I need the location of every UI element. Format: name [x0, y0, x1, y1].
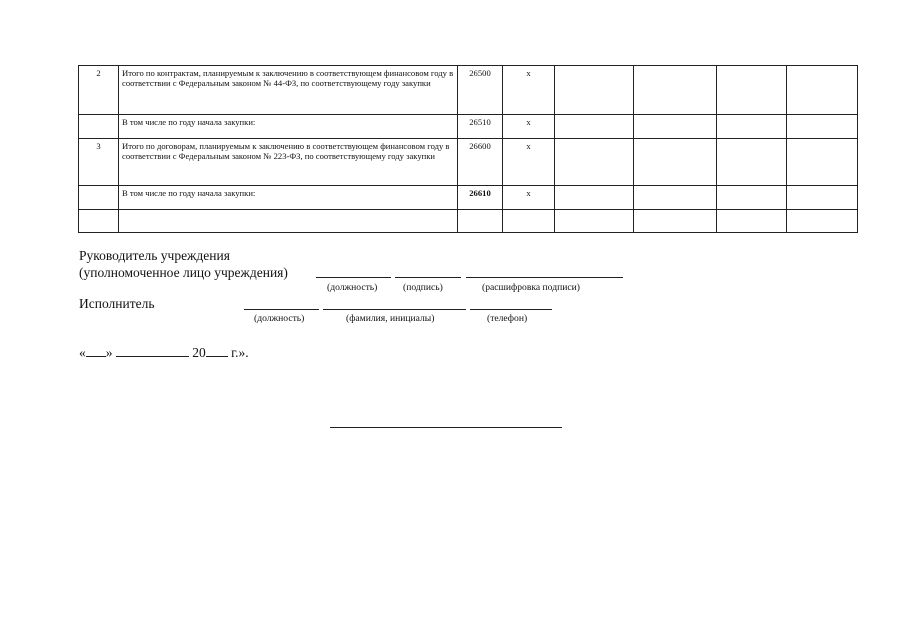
table-cell	[717, 186, 787, 210]
table-cell	[634, 139, 717, 186]
row-code: 26510	[458, 115, 503, 139]
row-description: Итого по договорам, планируемым к заключению в соответствующем финансовом году в соответствии с Федеральным законом № 223-ФЗ, по соответствующему году закупки	[119, 139, 458, 186]
head-title-line1: Руководитель учреждения	[79, 248, 230, 263]
table-cell	[787, 115, 858, 139]
head-caption-signature: (подпись)	[403, 282, 443, 293]
table-cell	[717, 66, 787, 115]
row-number: 3	[79, 139, 119, 186]
row-number	[79, 115, 119, 139]
table-cell	[555, 210, 634, 233]
table-cell	[787, 210, 858, 233]
executor-position-line	[244, 309, 319, 310]
table-cell	[787, 66, 858, 115]
date-open-quote: «	[79, 345, 86, 360]
head-decode-line	[466, 277, 623, 278]
executor-label: Исполнитель	[79, 296, 155, 311]
executor-caption-phone: (телефон)	[487, 313, 528, 324]
row-code: 26500	[458, 66, 503, 115]
table-cell	[787, 139, 858, 186]
table-cell	[555, 66, 634, 115]
table-row-empty	[79, 210, 858, 233]
date-month-blank	[116, 346, 189, 357]
row-number: 2	[79, 66, 119, 115]
table-cell	[634, 210, 717, 233]
table-cell	[458, 210, 503, 233]
date-day-blank	[86, 346, 106, 357]
table-row	[79, 66, 858, 115]
table-row	[79, 186, 858, 210]
row-code: 26600	[458, 139, 503, 186]
row-mark: x	[503, 115, 555, 139]
report-table	[78, 65, 858, 233]
date-year-blank	[206, 346, 228, 357]
head-caption-decode: (расшифровка подписи)	[482, 282, 580, 293]
executor-caption-position: (должность)	[254, 313, 305, 324]
table-cell	[634, 66, 717, 115]
table-cell	[555, 115, 634, 139]
executor-caption-name: (фамилия, инициалы)	[346, 313, 435, 324]
row-number	[79, 186, 119, 210]
table-row	[79, 139, 858, 186]
table-cell	[503, 210, 555, 233]
table-cell	[79, 210, 119, 233]
table-cell	[717, 115, 787, 139]
head-caption-position: (должность)	[327, 282, 378, 293]
head-signature-line	[395, 277, 461, 278]
date-close-quote: »	[105, 345, 113, 360]
bottom-separator-line	[330, 427, 562, 428]
table-cell	[717, 210, 787, 233]
row-description: В том числе по году начала закупки:	[119, 115, 458, 139]
row-description: В том числе по году начала закупки:	[119, 186, 458, 210]
date-year-prefix: 20	[192, 345, 206, 360]
table-cell	[555, 139, 634, 186]
table-cell	[717, 139, 787, 186]
executor-phone-line	[470, 309, 552, 310]
table-cell	[634, 115, 717, 139]
row-mark: x	[503, 139, 555, 186]
table-cell	[634, 186, 717, 210]
row-code: 26610	[458, 186, 503, 210]
table-cell	[119, 210, 458, 233]
table-cell	[555, 186, 634, 210]
date-suffix: г.».	[231, 345, 249, 360]
head-position-line	[316, 277, 391, 278]
date-line	[79, 345, 249, 361]
row-description: Итого по контрактам, планируемым к заключению в соответствующем финансовом году в соответствии с Федеральным законом № 44-ФЗ, по соответствующему году закупки	[119, 66, 458, 115]
table-row	[79, 115, 858, 139]
row-mark: x	[503, 66, 555, 115]
executor-name-line	[323, 309, 466, 310]
table-cell	[787, 186, 858, 210]
row-mark: x	[503, 186, 555, 210]
head-title-line2: (уполномоченное лицо учреждения)	[79, 265, 288, 280]
